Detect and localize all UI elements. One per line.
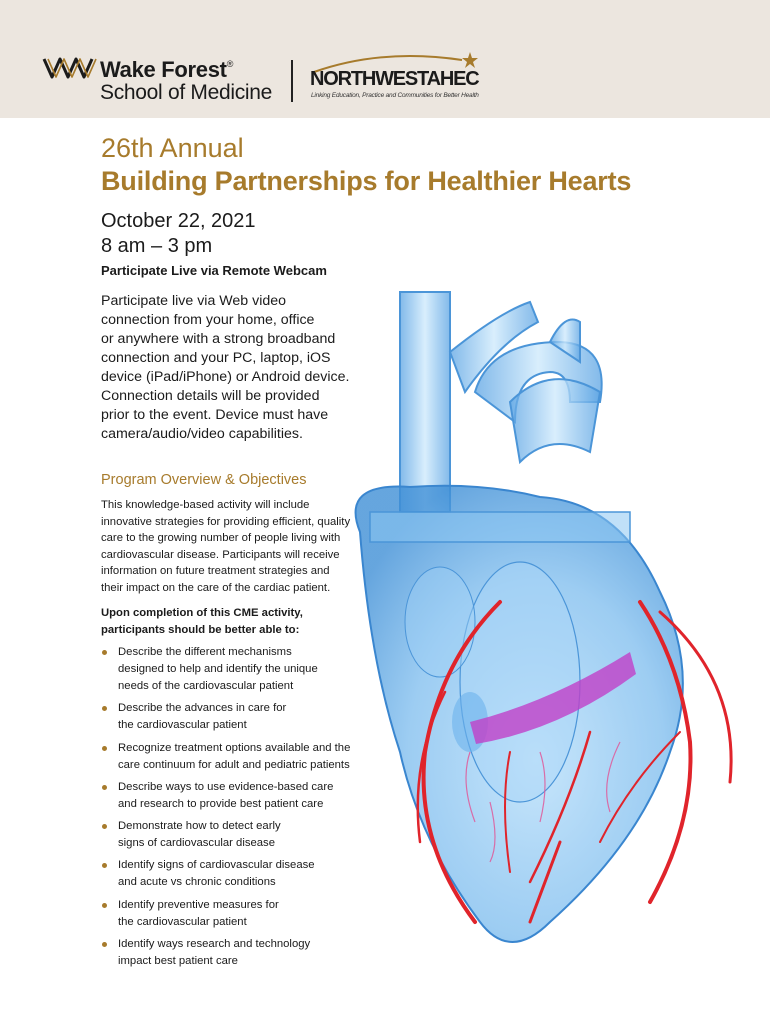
bullet-icon — [102, 942, 107, 947]
text-line: prior to the event. Device must have — [101, 407, 329, 423]
text-line: information on future treatment strategies and — [101, 565, 330, 577]
northwest-ahec-name: NORTHWESTAHEC — [310, 68, 479, 90]
text-line: Upon completion of this CME activity, — [101, 607, 303, 619]
objective-item: Identify signs of cardiovascular disease and acute vs chronic conditions — [101, 857, 391, 891]
text-line: care to the growing number of people living with — [101, 532, 341, 544]
text-line: device (iPad/iPhone) or Android device. — [101, 369, 350, 385]
bullet-icon — [102, 650, 107, 655]
overview-heading: Program Overview & Objectives — [101, 472, 307, 488]
participate-description — [101, 292, 401, 444]
bullet-icon — [102, 785, 107, 790]
objective-item: Identify ways research and technology impact best patient care — [101, 936, 391, 970]
text-line: camera/audio/video capabilities. — [101, 426, 303, 442]
text-line: Participate live via Web video — [101, 293, 287, 309]
event-date: October 22, 2021 — [101, 210, 256, 232]
bullet-icon — [102, 824, 107, 829]
text-line: connection and your PC, laptop, iOS — [101, 350, 331, 366]
event-time: 8 am – 3 pm — [101, 235, 213, 257]
header-divider — [291, 60, 293, 102]
text-line: connection from your home, office — [101, 312, 315, 328]
wake-forest-name: Wake Forest® — [100, 57, 234, 82]
text-line: Connection details will be provided — [101, 388, 320, 404]
objectives-intro — [101, 605, 371, 639]
objective-item: Describe ways to use evidence-based care and research to provide best patient care — [101, 779, 391, 813]
text-line: This knowledge-based activity will include — [101, 499, 310, 511]
bullet-icon — [102, 706, 107, 711]
event-title: Building Partnerships for Healthier Hearts — [101, 166, 632, 196]
northwest-ahec-tagline: Linking Education, Practice and Communities for Better Health — [311, 92, 479, 99]
text-line: their impact on the care of the cardiac patient. — [101, 581, 331, 594]
overview-description — [101, 497, 383, 596]
bullet-icon — [102, 903, 107, 908]
objectives-list — [101, 644, 391, 975]
text-line: participants should be better able to: — [101, 624, 300, 636]
text-line: cardiovascular disease. Participants will receive — [101, 548, 340, 561]
event-title-line1: 26th Annual — [101, 133, 244, 163]
school-of-medicine-name: School of Medicine — [100, 81, 273, 104]
objective-item: Identify preventive measures for the cardiovascular patient — [101, 897, 391, 931]
objective-item: Describe the advances in care for the cardiovascular patient — [101, 700, 391, 734]
page-header — [0, 0, 770, 118]
bullet-icon — [102, 746, 107, 751]
wake-forest-logo-icon — [42, 55, 98, 81]
text-line: innovative strategies for providing efficient, quality — [101, 515, 351, 528]
objective-item: Recognize treatment options available and the care continuum for adult and pediatric patients — [101, 740, 391, 774]
text-line: or anywhere with a strong broadband — [101, 331, 336, 347]
objective-item: Describe the different mechanisms designed to help and identify the unique needs of the cardiovascular patient — [101, 644, 391, 695]
participate-heading: Participate Live via Remote Webcam — [101, 263, 327, 278]
objective-item: Demonstrate how to detect early signs of cardiovascular disease — [101, 818, 391, 852]
bullet-icon — [102, 863, 107, 868]
